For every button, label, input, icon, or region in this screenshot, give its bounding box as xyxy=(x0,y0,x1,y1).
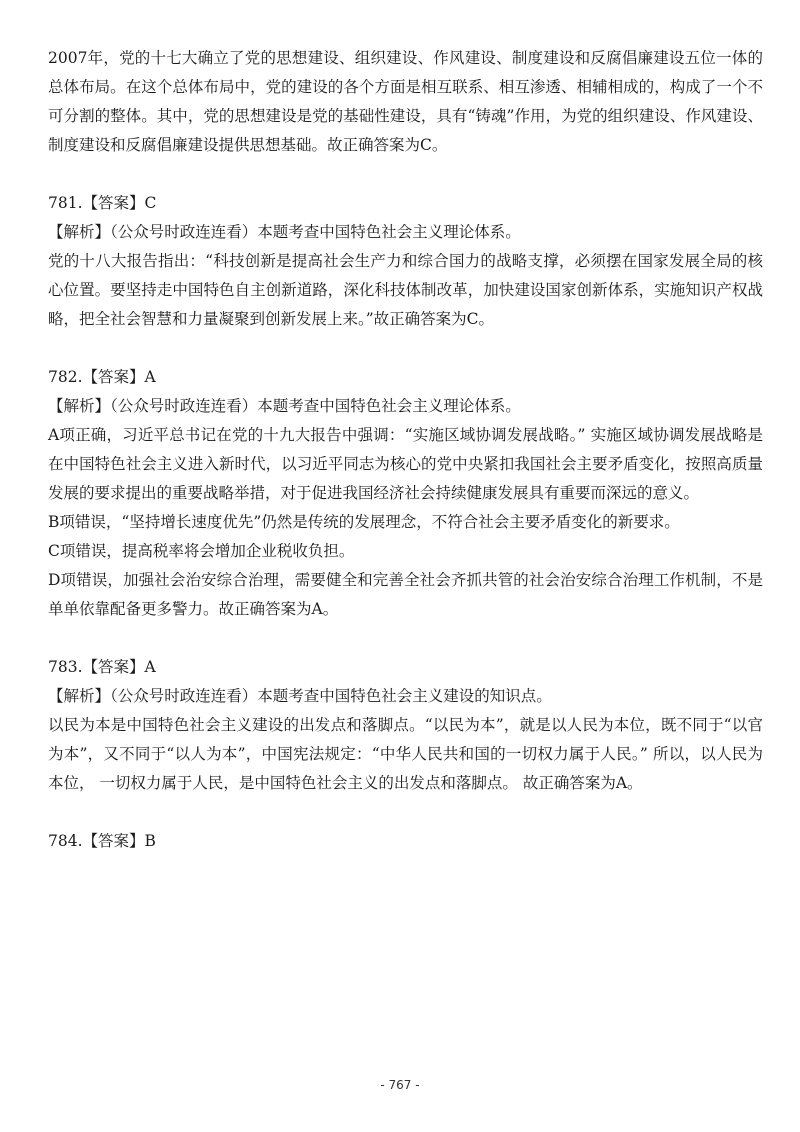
spacer xyxy=(48,334,763,363)
page-number: - 767 - xyxy=(380,1078,420,1092)
answer-782-option-b: B项错误，“坚持增长速度优先”仍然是传统的发展理念，不符合社会主要矛盾变化的新要求。 xyxy=(48,513,680,531)
answer-781-analysis: 【解析】（公众号时政连连看）本题考查中国特色社会主义理论体系。 xyxy=(48,223,521,241)
intro-paragraph: 2007年，党的十七大确立了党的思想建设、组织建设、作风建设、制度建设和反腐倡廉建设五位一体的总体布局。在这个总体布局中，党的建设的各个方面是相互联系、相互渗透、相辅相成的，构成了一个不可分割的整体。其中，党的思想建设是党的基础性建设，具有“铸魂”作用，为党的组织建设、作风建设、制度建设和反腐倡廉建设提供思想基础。故正确答案为C。 xyxy=(48,49,763,154)
answer-782-analysis: 【解析】（公众号时政连连看）本题考查中国特色社会主义理论体系。 xyxy=(48,397,521,415)
spacer xyxy=(48,624,763,653)
answer-783-body: 以民为本是中国特色社会主义建设的出发点和落脚点。“以民为本”，就是以人民为本位，既不同于“以官为本”，又不同于“以人为本”，中国宪法规定：“中华人民共和国的一切权力属于人民。” 所以，以人民为本位， 一切权力属于人民，是中国特色社会主义的出发点和落脚点。 故正确答案为A。 xyxy=(48,716,763,792)
spacer xyxy=(48,798,763,827)
answer-783-heading: 783.【答案】A xyxy=(48,658,156,676)
answer-782-option-a: A项正确，习近平总书记在党的十九大报告中强调：“实施区域协调发展战略。” 实施区域协调发展战略是在中国特色社会主义进入新时代，以习近平同志为核心的党中央紧扣我国社会主要矛盾变化，按照高质量发展的要求提出的重要战略举措，对于促进我国经济社会持续健康发展具有重要而深远的意义。 xyxy=(48,426,763,502)
spacer xyxy=(48,160,763,189)
answer-781-body: 党的十八大报告指出：“科技创新是提高社会生产力和综合国力的战略支撑，必须摆在国家发展全局的核心位置。要坚持走中国特色自主创新道路，深化科技体制改革，加快建设国家创新体系，实施知识产权战略，把全社会智慧和力量凝聚到创新发展上来。”故正确答案为C。 xyxy=(48,252,763,328)
answer-784-heading: 784.【答案】B xyxy=(48,832,156,850)
answer-781-heading: 781.【答案】C xyxy=(48,194,157,212)
answer-782-heading: 782.【答案】A xyxy=(48,368,156,386)
answer-783-analysis: 【解析】（公众号时政连连看）本题考查中国特色社会主义建设的知识点。 xyxy=(48,687,552,705)
answer-782-option-d: D项错误，加强社会治安综合治理，需要健全和完善全社会齐抓共管的社会治安综合治理工作机制，不是单单依靠配备更多警力。故正确答案为A。 xyxy=(48,571,763,618)
answer-782-option-c: C项错误，提高税率将会增加企业税收负担。 xyxy=(48,542,355,560)
page-content xyxy=(48,44,763,856)
